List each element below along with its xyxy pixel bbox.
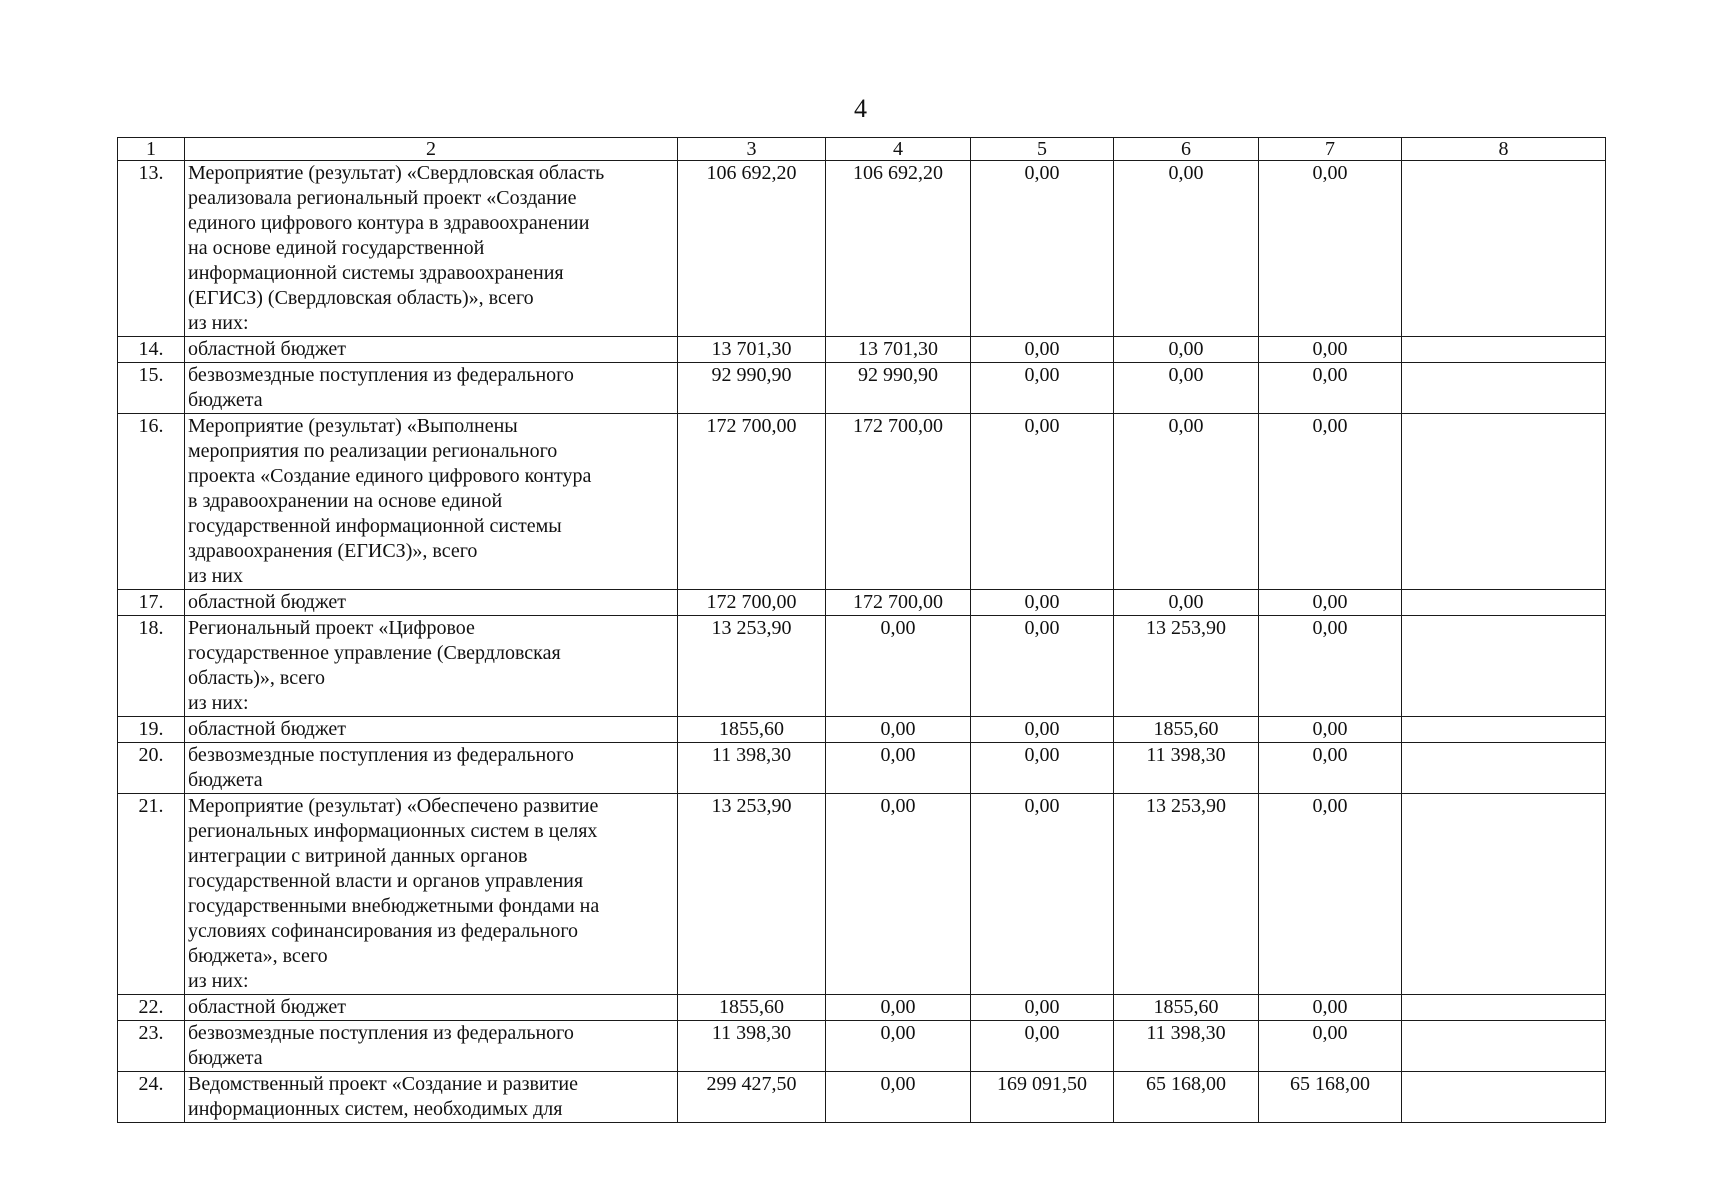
amount-cell-c7: 65 168,00: [1259, 1072, 1402, 1123]
amount-cell-c8: [1402, 363, 1606, 414]
amount-cell-c6: 0,00: [1114, 414, 1259, 590]
amount-cell-c5: 0,00: [971, 1021, 1114, 1072]
amount-cell-c4: 0,00: [826, 794, 971, 995]
amount-cell-c5: 0,00: [971, 363, 1114, 414]
amount-cell-c3: 13 253,90: [678, 616, 826, 717]
row-number: 13.: [118, 161, 185, 337]
row-description: областной бюджет: [188, 718, 347, 740]
amount-cell-c7: 0,00: [1259, 616, 1402, 717]
amount-cell-c3: 1855,60: [678, 717, 826, 743]
amount-cell-c6: 1855,60: [1114, 995, 1259, 1021]
amount-cell-c8: [1402, 337, 1606, 363]
amount-cell-c3: 1855,60: [678, 995, 826, 1021]
amount-cell-c5: 0,00: [971, 161, 1114, 337]
amount-cell-c6: 13 253,90: [1114, 616, 1259, 717]
amount-cell-c8: [1402, 590, 1606, 616]
column-header: 2: [185, 138, 678, 161]
amount-cell-c7: 0,00: [1259, 363, 1402, 414]
amount-cell-c4: 0,00: [826, 717, 971, 743]
amount-cell-c8: [1402, 161, 1606, 337]
amount-cell-c8: [1402, 414, 1606, 590]
row-description: безвозмездные поступления из федерального бюджета: [188, 1022, 574, 1069]
amount-cell-c5: 0,00: [971, 414, 1114, 590]
table-header-row: [118, 138, 1606, 161]
column-header: 4: [826, 138, 971, 161]
row-number: 14.: [118, 337, 185, 363]
amount-cell-c6: 65 168,00: [1114, 1072, 1259, 1123]
row-number: 17.: [118, 590, 185, 616]
amount-cell-c8: [1402, 743, 1606, 794]
column-header: 8: [1402, 138, 1606, 161]
row-description: безвозмездные поступления из федерального бюджета: [188, 364, 574, 411]
row-description-cell: [185, 995, 678, 1021]
amount-cell-c8: [1402, 995, 1606, 1021]
row-number: 19.: [118, 717, 185, 743]
row-description-cell: [185, 616, 678, 717]
row-number: 20.: [118, 743, 185, 794]
amount-cell-c6: 11 398,30: [1114, 1021, 1259, 1072]
amount-cell-c4: 0,00: [826, 1021, 971, 1072]
amount-cell-c8: [1402, 1072, 1606, 1123]
amount-cell-c3: 299 427,50: [678, 1072, 826, 1123]
amount-cell-c4: 0,00: [826, 995, 971, 1021]
table-row: [118, 414, 1606, 590]
budget-table: [117, 137, 1606, 1123]
table-row: [118, 161, 1606, 337]
amount-cell-c3: 106 692,20: [678, 161, 826, 337]
amount-cell-c3: 172 700,00: [678, 590, 826, 616]
amount-cell-c4: 0,00: [826, 1072, 971, 1123]
row-description-cell: [185, 590, 678, 616]
row-description: Мероприятие (результат) «Обеспечено развитие региональных информационных систем в целях интеграции с витриной данных органов государственной власти и органов управления государственными внебюджетными фондами на условиях софинансирования из федерального бюджета», всего из них:: [188, 795, 600, 992]
amount-cell-c7: 0,00: [1259, 161, 1402, 337]
amount-cell-c6: 0,00: [1114, 337, 1259, 363]
amount-cell-c8: [1402, 1021, 1606, 1072]
column-header: 1: [118, 138, 185, 161]
row-description: Мероприятие (результат) «Выполнены мероприятия по реализации регионального проекта «Создание единого цифрового контура в здравоохранении на основе единой государственной информационной системы здравоохранения (ЕГИСЗ)», всего из них: [188, 415, 592, 587]
row-description-cell: [185, 1072, 678, 1123]
table-row: [118, 1072, 1606, 1123]
amount-cell-c6: 0,00: [1114, 363, 1259, 414]
amount-cell-c3: 13 253,90: [678, 794, 826, 995]
amount-cell-c4: 0,00: [826, 743, 971, 794]
column-header: 7: [1259, 138, 1402, 161]
amount-cell-c8: [1402, 717, 1606, 743]
amount-cell-c6: 13 253,90: [1114, 794, 1259, 995]
amount-cell-c7: 0,00: [1259, 794, 1402, 995]
amount-cell-c6: 0,00: [1114, 161, 1259, 337]
row-description-cell: [185, 161, 678, 337]
amount-cell-c3: 13 701,30: [678, 337, 826, 363]
amount-cell-c5: 169 091,50: [971, 1072, 1114, 1123]
amount-cell-c7: 0,00: [1259, 717, 1402, 743]
table-row: [118, 1021, 1606, 1072]
amount-cell-c5: 0,00: [971, 717, 1114, 743]
amount-cell-c4: 172 700,00: [826, 590, 971, 616]
table-row: [118, 717, 1606, 743]
amount-cell-c6: 0,00: [1114, 590, 1259, 616]
amount-cell-c4: 92 990,90: [826, 363, 971, 414]
amount-cell-c5: 0,00: [971, 616, 1114, 717]
row-description: Региональный проект «Цифровое государственное управление (Свердловская область)», всего из них:: [188, 617, 561, 714]
column-header: 6: [1114, 138, 1259, 161]
row-description: областной бюджет: [188, 338, 347, 360]
amount-cell-c7: 0,00: [1259, 414, 1402, 590]
amount-cell-c5: 0,00: [971, 995, 1114, 1021]
table-row: [118, 794, 1606, 995]
table-body: [118, 138, 1606, 1123]
page-number: 4: [854, 94, 867, 123]
row-description-cell: [185, 414, 678, 590]
amount-cell-c3: 172 700,00: [678, 414, 826, 590]
amount-cell-c6: 11 398,30: [1114, 743, 1259, 794]
table-row: [118, 337, 1606, 363]
row-number: 15.: [118, 363, 185, 414]
amount-cell-c6: 1855,60: [1114, 717, 1259, 743]
amount-cell-c3: 11 398,30: [678, 743, 826, 794]
row-description-cell: [185, 363, 678, 414]
row-description-cell: [185, 1021, 678, 1072]
table-row: [118, 743, 1606, 794]
row-description: безвозмездные поступления из федерального бюджета: [188, 744, 574, 791]
amount-cell-c7: 0,00: [1259, 995, 1402, 1021]
row-description: областной бюджет: [188, 996, 347, 1018]
amount-cell-c3: 11 398,30: [678, 1021, 826, 1072]
amount-cell-c8: [1402, 794, 1606, 995]
row-description-cell: [185, 337, 678, 363]
row-number: 18.: [118, 616, 185, 717]
row-description-cell: [185, 743, 678, 794]
amount-cell-c4: 13 701,30: [826, 337, 971, 363]
amount-cell-c4: 172 700,00: [826, 414, 971, 590]
table-row: [118, 590, 1606, 616]
amount-cell-c7: 0,00: [1259, 337, 1402, 363]
amount-cell-c7: 0,00: [1259, 743, 1402, 794]
row-number: 21.: [118, 794, 185, 995]
amount-cell-c5: 0,00: [971, 337, 1114, 363]
column-header: 5: [971, 138, 1114, 161]
amount-cell-c8: [1402, 616, 1606, 717]
row-number: 23.: [118, 1021, 185, 1072]
row-description: Мероприятие (результат) «Свердловская область реализовала региональный проект «Создание единого цифрового контура в здравоохранении на основе единой государственной информационной системы здравоохранения (ЕГИСЗ) (Свердловская область)», всего из них:: [188, 162, 605, 334]
row-number: 22.: [118, 995, 185, 1021]
row-description-cell: [185, 717, 678, 743]
table-row: [118, 363, 1606, 414]
amount-cell-c7: 0,00: [1259, 590, 1402, 616]
row-description: областной бюджет: [188, 591, 347, 613]
amount-cell-c5: 0,00: [971, 743, 1114, 794]
amount-cell-c4: 0,00: [826, 616, 971, 717]
table-row: [118, 616, 1606, 717]
row-number: 16.: [118, 414, 185, 590]
amount-cell-c3: 92 990,90: [678, 363, 826, 414]
table-row: [118, 995, 1606, 1021]
amount-cell-c5: 0,00: [971, 794, 1114, 995]
amount-cell-c4: 106 692,20: [826, 161, 971, 337]
row-description-cell: [185, 794, 678, 995]
row-description: Ведомственный проект «Создание и развитие информационных систем, необходимых для: [188, 1073, 578, 1120]
amount-cell-c7: 0,00: [1259, 1021, 1402, 1072]
amount-cell-c5: 0,00: [971, 590, 1114, 616]
column-header: 3: [678, 138, 826, 161]
row-number: 24.: [118, 1072, 185, 1123]
